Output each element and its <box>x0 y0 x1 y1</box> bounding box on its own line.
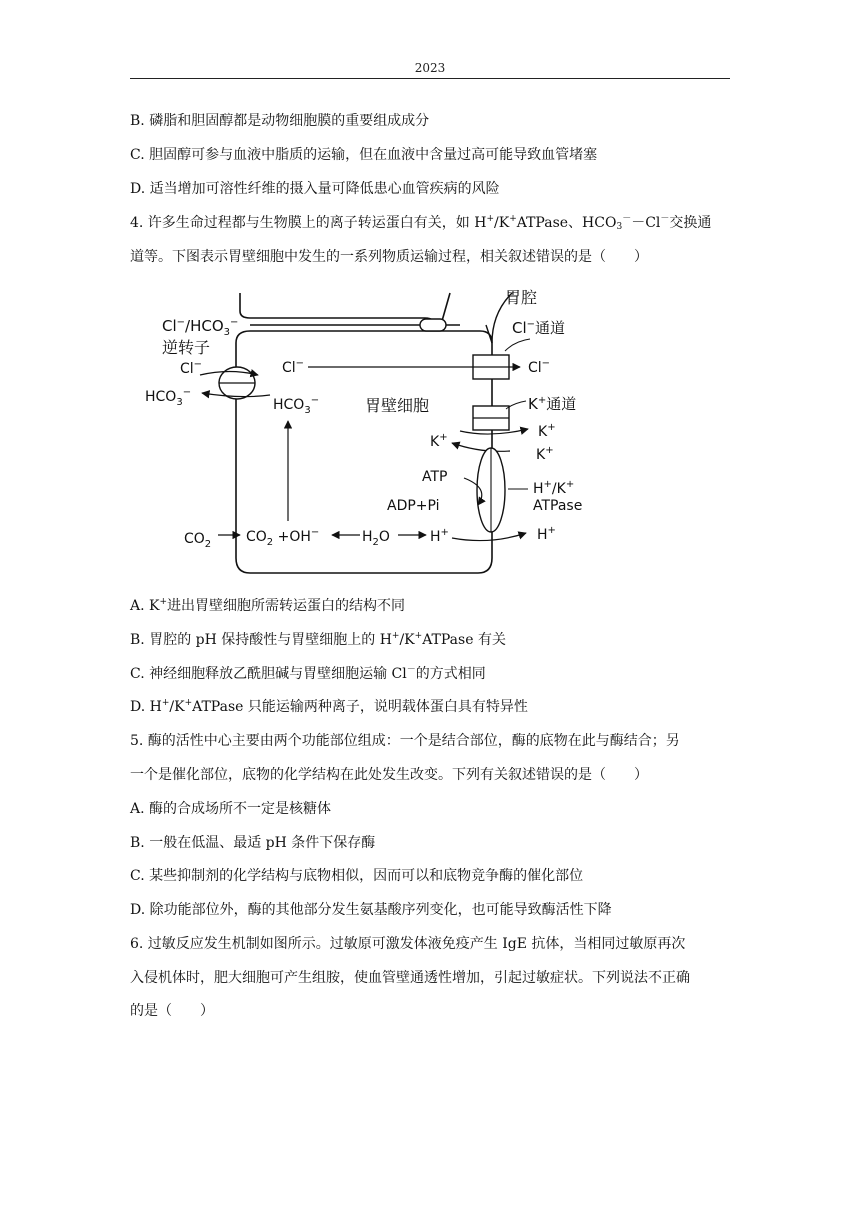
q4-option-b-text-2: /K <box>399 632 415 648</box>
q4-option-b-text-1: B. 胃腔的 pH 保持酸性与胃壁细胞上的 H <box>130 632 392 648</box>
hco3-inside-label <box>273 395 319 416</box>
adp-pi-label: ADP+Pi <box>387 498 440 514</box>
superscript: − <box>541 358 551 369</box>
q4-option-a-text-1: A. K <box>130 598 160 614</box>
superscript: − <box>310 395 320 406</box>
q6-stem-line-2: 入侵机体时，肥大细胞可产生组胺，使血管壁通透性增加，引起过敏症状。下列说法不正确 <box>130 970 690 986</box>
q4-option-c-text-2: 的方式相同 <box>415 666 486 682</box>
q3-option-c: C. 胆固醇可参与血液中脂质的运输，但在血液中含量过高可能导致血管堵塞 <box>130 147 598 163</box>
q3-option-d: D. 适当增加可溶性纤维的摄入量可降低患心血管疾病的风险 <box>130 181 500 197</box>
pump-label-line-2: ATPase <box>533 498 583 514</box>
q5-option-c: C. 某些抑制剂的化学结构与底物相似，因而可以和底物竞争酶的催化部位 <box>130 868 584 884</box>
superscript: + <box>565 479 575 490</box>
gastric-parietal-cell-diagram <box>140 283 600 583</box>
q4-option-b-text-3: ATPase 有关 <box>422 632 506 648</box>
exchanger-cl: Cl <box>162 317 177 335</box>
q4-stem-line-2: 道等。下图表示胃壁细胞中发生的一系列物质运输过程，相关叙述错误的是（ ） <box>130 249 648 265</box>
tight-junction <box>420 319 446 331</box>
q4-option-c-text-1: C. 神经细胞释放乙酰胆碱与胃壁细胞运输 Cl <box>130 666 407 682</box>
superscript: − <box>310 527 320 538</box>
q5-option-a: A. 酶的合成场所不一定是核糖体 <box>130 801 332 817</box>
cl-out-label <box>528 358 550 376</box>
subscript: 3 <box>223 327 231 338</box>
pump-label-line-1 <box>533 479 574 497</box>
co2-outside-label <box>184 531 211 550</box>
q4-option-b <box>130 630 730 650</box>
cl-inside-label <box>282 358 304 376</box>
q4-stem-text-e: 交换通 <box>669 215 712 231</box>
cl-text: Cl <box>282 360 296 376</box>
q4-option-a-text-2: 进出胃壁细胞所需转运蛋白的结构不同 <box>167 598 406 614</box>
q5-option-b: B. 一般在低温、最适 pH 条件下保存酶 <box>130 835 376 851</box>
k-channel-label <box>528 395 576 413</box>
superscript: − <box>230 317 239 328</box>
k-text: /K <box>551 481 566 497</box>
cl-text: Cl <box>180 361 194 377</box>
q5-option-d: D. 除功能部位外，酶的其他部分发生氨基酸序列变化，也可能导致酶活性下降 <box>130 902 612 918</box>
superscript: + <box>159 597 168 607</box>
superscript: － <box>660 214 670 224</box>
exchanger-label-line-2: 逆转子 <box>162 338 211 357</box>
q4-option-d <box>130 697 730 717</box>
co-text: CO <box>246 529 267 545</box>
superscript: + <box>547 422 556 433</box>
channel-suffix: 通道 <box>535 319 566 337</box>
q4-option-a <box>130 596 730 616</box>
superscript: + <box>545 445 554 456</box>
superscript: − <box>176 317 186 328</box>
header-year: 2023 <box>414 61 446 75</box>
superscript: − <box>526 319 536 330</box>
q4-stem-line-1 <box>130 213 730 233</box>
k-text: K <box>528 395 538 413</box>
superscript: + <box>547 525 556 536</box>
q6-stem-line-1: 6. 过敏反应发生机制如图所示。过敏原可激发体液免疫产生 IgE 抗体，当相同过敏原再次 <box>130 936 686 952</box>
q4-stem-text-c: ATPase、HCO <box>516 215 617 231</box>
hco-text: HCO <box>273 397 305 413</box>
co2-oh-label <box>246 527 319 548</box>
k-inside-label <box>430 432 448 450</box>
cell-membrane <box>240 293 450 328</box>
superscript: － <box>406 665 416 675</box>
superscript: + <box>391 631 400 641</box>
q5-stem-line-1: 5. 酶的活性中心主要由两个功能部位组成：一个是结合部位，酶的底物在此与酶结合；另 <box>130 733 680 749</box>
superscript: + <box>161 698 170 708</box>
apical-membrane <box>250 325 492 343</box>
superscript: + <box>509 214 517 224</box>
q4-option-d-text-2: /K <box>169 699 185 715</box>
superscript: + <box>486 214 495 224</box>
subscript: 3 <box>176 397 183 408</box>
cl-text: Cl <box>512 319 527 337</box>
oh-text: +OH <box>273 529 311 545</box>
h-text: H <box>537 527 548 543</box>
exchanger-label-line-1 <box>162 317 238 338</box>
q4-stem-text-d: －Cl <box>631 215 661 231</box>
cl-channel-label <box>512 319 565 337</box>
k-text: K <box>430 434 440 450</box>
k-out-label-2 <box>536 445 554 463</box>
subscript: 2 <box>204 539 212 550</box>
superscript: + <box>543 479 552 490</box>
k-text: K <box>536 447 546 463</box>
k-out-label-1 <box>538 422 556 440</box>
subscript: 3 <box>304 405 311 416</box>
superscript: + <box>537 395 547 406</box>
superscript: − <box>193 359 203 370</box>
q4-option-c <box>130 664 730 684</box>
h-text: H <box>533 481 544 497</box>
cl-outside-label <box>180 359 202 377</box>
hco3-outside-label <box>145 387 191 408</box>
q6-stem-line-3: 的是（ ） <box>130 1003 214 1019</box>
subscript: 3 <box>616 222 623 232</box>
superscript: － <box>622 214 632 224</box>
superscript: − <box>295 358 305 369</box>
o-text: O <box>378 529 390 545</box>
co-text: CO <box>184 531 205 547</box>
superscript: − <box>182 387 192 398</box>
subscript: 2 <box>372 537 379 548</box>
exchanger-hco: /HCO <box>185 317 224 335</box>
q5-stem-line-2: 一个是催化部位，底物的化学结构在此处发生改变。下列有关叙述错误的是（ ） <box>130 767 648 783</box>
k-text: K <box>538 424 548 440</box>
h-out-label <box>537 525 556 543</box>
subscript: 2 <box>266 537 274 548</box>
superscript: + <box>184 698 193 708</box>
q3-option-b: B. 磷脂和胆固醇都是动物细胞膜的重要组成成分 <box>130 113 430 129</box>
cell-name-label: 胃壁细胞 <box>365 396 430 415</box>
channel-suffix: 通道 <box>546 395 577 413</box>
cl-text: Cl <box>528 360 542 376</box>
stomach-lumen-label: 胃腔 <box>505 288 538 307</box>
superscript: + <box>440 527 449 538</box>
q4-option-d-text-1: D. H <box>130 699 162 715</box>
superscript: + <box>414 631 423 641</box>
q4-stem-text-a: 4. 许多生命过程都与生物膜上的离子转运蛋白有关，如 H <box>130 215 487 231</box>
h2o-label <box>362 529 390 548</box>
hco-text: HCO <box>145 389 177 405</box>
header-rule <box>130 78 730 79</box>
h-text: H <box>362 529 373 545</box>
h-text: H <box>430 529 441 545</box>
q4-stem-text-b: /K <box>494 215 510 231</box>
h-inside-label <box>430 527 449 545</box>
q4-option-d-text-3: ATPase 只能运输两种离子，说明载体蛋白具有特异性 <box>192 699 528 715</box>
superscript: + <box>439 432 448 443</box>
atp-label: ATP <box>422 469 448 485</box>
